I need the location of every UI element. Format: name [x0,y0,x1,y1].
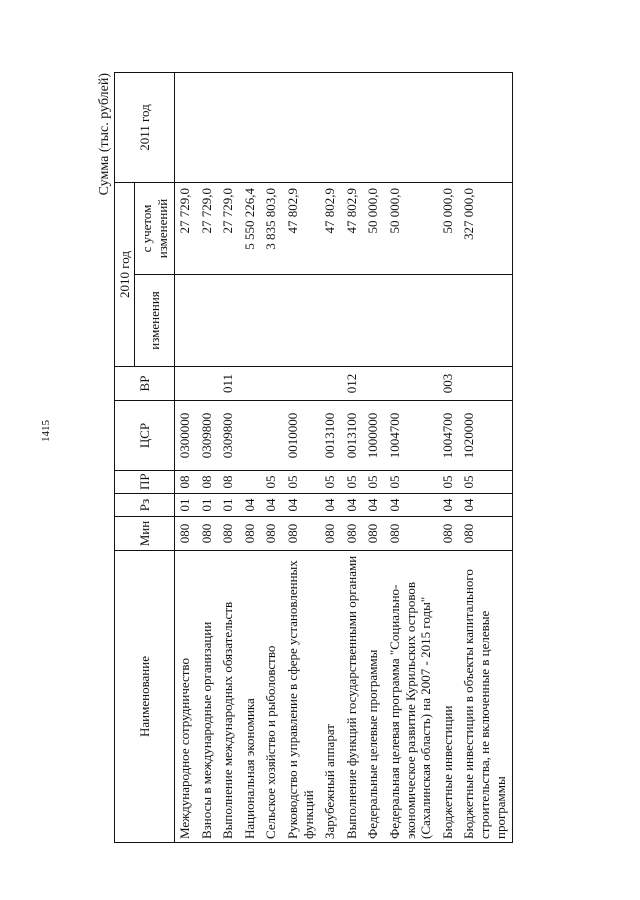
row-vr [175,367,197,401]
row-csr: 1004700 [438,401,460,471]
row-changes [363,275,385,367]
row-with-changes: 47 802,9 [283,183,320,275]
row-pr: 05 [459,471,512,494]
header-min: Мин [115,517,175,551]
row-vr [197,367,219,401]
row-name: Бюджетные инвестиции [438,551,460,843]
row-changes [283,275,320,367]
row-csr: 0309800 [197,401,219,471]
row-changes [342,275,364,367]
row-csr: 0300000 [175,401,197,471]
row-name: Взносы в международные организации [197,551,219,843]
row-2011 [320,73,342,183]
table-row [261,73,283,843]
row-rz: 04 [240,494,262,517]
header-vr: ВР [115,367,175,401]
table-row [283,73,320,843]
table-row [459,73,512,843]
header-with-changes: с учетом изменений [135,183,175,275]
table-row [363,73,385,843]
row-with-changes: 50 000,0 [438,183,460,275]
row-rz: 01 [175,494,197,517]
row-rz: 04 [363,494,385,517]
row-rz: 04 [342,494,364,517]
row-2011 [261,73,283,183]
row-2011 [342,73,364,183]
row-csr: 1000000 [363,401,385,471]
row-rz: 04 [385,494,438,517]
row-vr [240,367,262,401]
row-csr: 0013100 [320,401,342,471]
row-changes [240,275,262,367]
row-changes [385,275,438,367]
row-pr [240,471,262,494]
row-name: Международное сотрудничество [175,551,197,843]
row-pr: 05 [320,471,342,494]
row-min: 080 [385,517,438,551]
row-pr: 05 [342,471,364,494]
row-changes [320,275,342,367]
header-year-2010: 2010 год [115,183,135,367]
row-pr: 05 [283,471,320,494]
row-vr: 012 [342,367,364,401]
header-year-2011: 2011 год [115,73,175,183]
header-name: Наименование [115,551,175,843]
table-row [240,73,262,843]
table-row [438,73,460,843]
row-2011 [240,73,262,183]
row-pr: 05 [438,471,460,494]
row-with-changes: 47 802,9 [320,183,342,275]
row-with-changes: 327 000,0 [459,183,512,275]
row-changes [197,275,219,367]
row-vr [459,367,512,401]
row-pr: 05 [385,471,438,494]
row-vr [320,367,342,401]
row-name: Бюджетные инвестиции в объекты капитального строительства, не включенные в целевые программы [459,551,512,843]
table-row [175,73,197,843]
row-2011 [363,73,385,183]
row-min: 080 [283,517,320,551]
header-csr: ЦСР [115,401,175,471]
row-vr [261,367,283,401]
table-row [320,73,342,843]
row-name: Национальная экономика [240,551,262,843]
row-pr: 08 [175,471,197,494]
row-with-changes: 47 802,9 [342,183,364,275]
row-vr [385,367,438,401]
row-min: 080 [240,517,262,551]
table-row [342,73,364,843]
row-pr: 08 [218,471,240,494]
row-name: Руководство и управление в сфере установленных функций [283,551,320,843]
row-2011 [197,73,219,183]
row-2011 [283,73,320,183]
page-number: 1415 [40,420,52,442]
row-2011 [459,73,512,183]
row-pr: 08 [197,471,219,494]
row-name: Выполнение функций государственными органами [342,551,364,843]
row-2011 [218,73,240,183]
row-rz: 04 [261,494,283,517]
row-vr: 011 [218,367,240,401]
row-vr: 003 [438,367,460,401]
budget-table [114,72,513,843]
row-changes [218,275,240,367]
row-min: 080 [218,517,240,551]
header-changes: изменения [135,275,175,367]
row-rz: 01 [218,494,240,517]
row-min: 080 [197,517,219,551]
row-min: 080 [363,517,385,551]
row-2011 [438,73,460,183]
table-row [385,73,438,843]
row-pr: 05 [261,471,283,494]
row-with-changes: 27 729,0 [175,183,197,275]
row-with-changes: 50 000,0 [385,183,438,275]
row-rz: 04 [438,494,460,517]
row-with-changes: 27 729,0 [197,183,219,275]
header-pr: ПР [115,471,175,494]
row-name: Зарубежный аппарат [320,551,342,843]
row-csr: 0010000 [283,401,320,471]
row-rz: 04 [459,494,512,517]
row-changes [175,275,197,367]
row-csr: 1020000 [459,401,512,471]
row-csr [261,401,283,471]
row-rz: 04 [320,494,342,517]
row-changes [261,275,283,367]
row-min: 080 [459,517,512,551]
row-min: 080 [342,517,364,551]
row-changes [459,275,512,367]
row-with-changes: 5 550 226,4 [240,183,262,275]
header-rz: Рз [115,494,175,517]
row-2011 [175,73,197,183]
row-name: Выполнение международных обязательств [218,551,240,843]
row-pr: 05 [363,471,385,494]
row-csr: 0309800 [218,401,240,471]
row-min: 080 [261,517,283,551]
row-min: 080 [320,517,342,551]
row-min: 080 [438,517,460,551]
row-csr: 0013100 [342,401,364,471]
row-2011 [385,73,438,183]
row-with-changes: 27 729,0 [218,183,240,275]
row-csr [240,401,262,471]
row-csr: 1004700 [385,401,438,471]
table-row [218,73,240,843]
table-row [197,73,219,843]
row-vr [363,367,385,401]
row-min: 080 [175,517,197,551]
row-rz: 01 [197,494,219,517]
row-with-changes: 50 000,0 [363,183,385,275]
row-name: Федеральная целевая программа "Социально-экономическое развитие Курильских островов (Сахалинская область) на 2007 - 2015 годы" [385,551,438,843]
row-changes [438,275,460,367]
row-name: Сельское хозяйство и рыболовство [261,551,283,843]
units-caption: Сумма (тыс. рублей) [97,73,112,196]
rotated-page-content [97,73,605,843]
row-name: Федеральные целевые программы [363,551,385,843]
row-vr [283,367,320,401]
row-rz: 04 [283,494,320,517]
row-with-changes: 3 835 803,0 [261,183,283,275]
